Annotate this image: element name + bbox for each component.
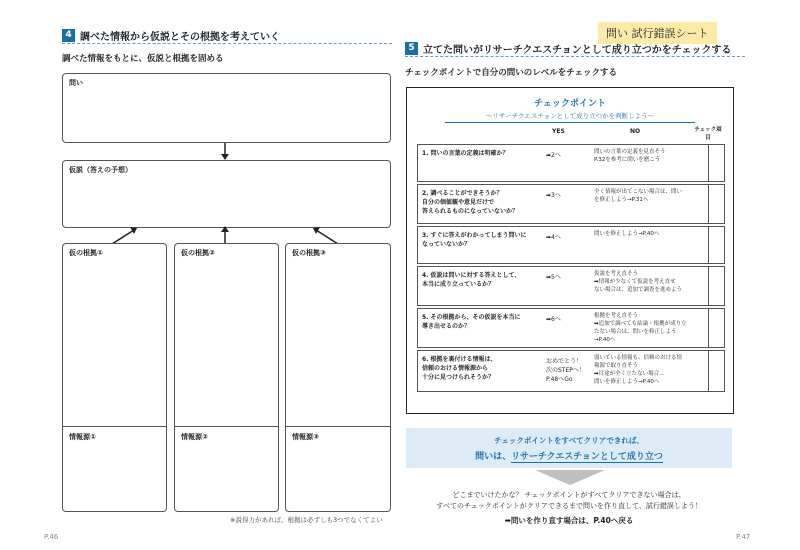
row-question: 6. 根拠を裏付ける情報は、 信頼のおける情報源から 十分に見つけられそうか？ — [422, 356, 497, 381]
question-box[interactable] — [62, 73, 391, 143]
reason-label: 仮の根拠① — [69, 249, 103, 257]
checkpoint-row — [417, 184, 725, 224]
right-page-number: P.47 — [736, 533, 751, 541]
left-header-divider — [62, 43, 392, 44]
hypothesis-label: 仮説（答えの予想） — [69, 166, 132, 174]
checkpoint-row — [417, 144, 725, 182]
checkpoint-card — [406, 87, 734, 414]
left-section-title: 調べた情報から仮説とその根拠を考えていく — [80, 32, 280, 43]
reason-label: 仮の根拠② — [181, 249, 215, 257]
right-section-title: 立てた問いがリサーチクエスチョンとして成り立つかをチェックする — [423, 45, 732, 56]
banner-prefix: 問いは、 — [475, 452, 512, 462]
col-yes-header: YES — [552, 128, 565, 135]
checkpoint-row — [417, 266, 725, 306]
section-number-badge: 4 — [62, 29, 75, 42]
row-checkbox[interactable] — [708, 267, 724, 305]
row-checkbox[interactable] — [708, 227, 724, 263]
checkpoint-row — [417, 350, 725, 392]
card-title: チェックポイント — [534, 99, 606, 109]
row-question: 5. その根拠から、その仮説を本当に 導き出せるのか？ — [422, 314, 521, 330]
result-banner — [406, 428, 732, 468]
row-no: 弱いている情報も、信頼のおける情 報源で取り直そう ➡目途が全く立たない場合… 問いを修正しよう→P.40へ — [594, 355, 683, 385]
sheet-title-tag: 問い 試行錯誤シート — [598, 22, 717, 44]
reason-label: 仮の根拠③ — [292, 249, 326, 257]
question-label: 問い — [69, 79, 83, 87]
arrow-down-icon — [219, 143, 231, 161]
reason-divider — [286, 426, 390, 427]
row-yes: おめでとう！ 次のSTEPへ！ P.48へGo — [546, 358, 585, 383]
reason-box-2[interactable] — [174, 243, 279, 512]
row-yes: ➡5へ — [546, 274, 561, 281]
source-label: 情報源① — [69, 433, 96, 441]
banner-line-2 — [406, 449, 732, 462]
left-footnote: ※説得力があれば、根拠は必ずしも3つでなくてよい — [230, 516, 383, 524]
source-label: 情報源② — [181, 433, 208, 441]
row-no: 問いの言葉の定義を見直そう P.32を参考に問いを磨こう — [594, 149, 666, 163]
left-section-header — [62, 28, 392, 43]
row-no: 仮説を考え直そう ➡情報が少なくて仮説を考え直せ ない場合は、追加で調査を進めよう — [594, 271, 683, 293]
row-yes: ➡3へ — [546, 192, 561, 199]
col-check-header: チェック項目 — [694, 127, 722, 141]
row-yes: ➡6へ — [546, 316, 561, 323]
down-triangle-icon — [535, 470, 605, 486]
checkpoint-row — [417, 226, 725, 264]
row-question: 2. 調べることができそうか？ 自分の価値観や意見だけで 答えられるものになっていないか？ — [422, 190, 519, 215]
row-question: 4. 仮説は問いに対する答えとして、 本当に成り立っているか？ — [422, 272, 521, 288]
reason-divider — [63, 426, 166, 427]
row-checkbox[interactable] — [708, 309, 724, 347]
col-no-header: NO — [630, 128, 641, 135]
bottom-line-2: すべてのチェックポイントがクリアできるまで問いを作り直して、試行錯誤しよう！ — [436, 502, 702, 510]
row-no: 問いを修正しよう→P.40へ — [594, 231, 660, 237]
right-subtitle: チェックポイントで自分の問いのレベルをチェックする — [405, 68, 617, 78]
row-no: 根拠を考え直そう ➡追加で調べても結論・根拠が成り立 たない場合は、問いを修正しよう →P.40へ — [594, 313, 687, 343]
bottom-line-3: ➡問いを作り直す場合は、P.40へ戻る — [504, 516, 634, 525]
row-yes: ➡4へ — [546, 234, 561, 241]
row-no: 全く情報が出てこない場合は、問い を修正しよう→P.31へ — [594, 189, 683, 203]
row-question: 3. すぐに答えがわかってしまう問いに なっていないか？ — [422, 232, 527, 248]
right-section-header — [405, 41, 745, 56]
hypothesis-box[interactable] — [62, 160, 391, 228]
left-page-number: P.46 — [44, 533, 59, 541]
checkpoint-row — [417, 308, 725, 348]
card-subtitle-underline — [445, 122, 695, 123]
reason-box-3[interactable] — [285, 243, 391, 512]
row-checkbox[interactable] — [708, 145, 724, 181]
left-subtitle: 調べた情報をもとに、仮説と根拠を固める — [62, 54, 224, 64]
bottom-line-1: どこまでいけたかな？ チェックポイントがすべてクリアできない場合は、 — [452, 491, 686, 499]
bottom-instructions — [406, 490, 732, 526]
row-yes: ➡2へ — [546, 152, 561, 159]
card-subtitle: 〜リサーチクエスチョンとして成り立つかを判断しよう〜 — [485, 112, 655, 120]
banner-emphasis: リサーチクエスチョンとして成り立つ — [511, 452, 663, 462]
row-checkbox[interactable] — [708, 185, 724, 223]
right-header-divider — [405, 56, 745, 57]
source-label: 情報源③ — [292, 433, 319, 441]
section-number-badge: 5 — [405, 42, 418, 55]
banner-line-1: チェックポイントをすべてクリアできれば、 — [494, 436, 644, 445]
reason-box-1[interactable] — [62, 243, 167, 512]
row-question: 1. 問いの言葉の定義は明確か？ — [422, 150, 509, 157]
reason-divider — [175, 426, 278, 427]
row-checkbox[interactable] — [708, 351, 724, 391]
